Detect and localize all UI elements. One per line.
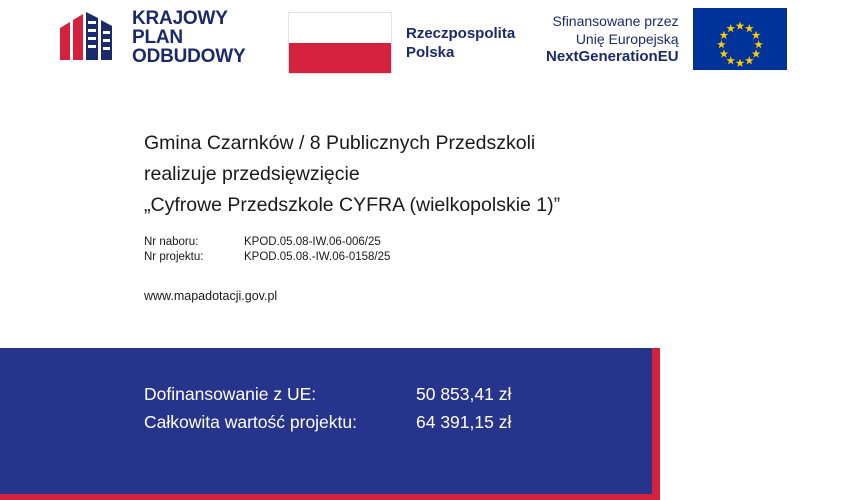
republic-of-poland-text [406,24,515,62]
republic-of-poland-line1: Rzeczpospolita [406,25,516,42]
call-number-value: KPOD.05.08-IW.06-006/25 [244,236,381,248]
republic-of-poland-line2: Polska [406,44,455,61]
eu-text-line3: NextGenerationEU [546,48,679,65]
funding-banner [0,348,660,500]
total-value-value: 64 391,15 zł [416,412,512,432]
kpo-logo-line1: KRAJOWY [132,7,228,29]
project-description [144,128,784,303]
project-title [144,128,784,221]
european-union-flag-icon [693,8,787,70]
kpo-building-icon [58,8,120,66]
project-title-line2: realizuje przedsięwzięcie [144,163,360,185]
poland-flag-icon [288,12,392,74]
eu-funding-label: Dofinansowanie z UE: [144,384,317,404]
call-number-label: Nr naboru: [144,236,199,248]
eu-text-line1: Sfinansowane przez [552,13,679,29]
funding-amounts [144,380,511,436]
project-number-row [144,250,784,265]
kpo-logo-line3: ODBUDOWY [132,45,246,67]
project-identifiers [144,235,784,265]
poland-flag-white-stripe [289,13,391,43]
project-title-line1: Gmina Czarnków / 8 Publicznych Przedszkoli [144,132,536,154]
logo-header [0,0,860,92]
republic-of-poland-logo [288,12,515,74]
eu-funding-value: 50 853,41 zł [416,384,512,404]
call-number-row [144,235,784,250]
total-value-label: Całkowita wartość projektu: [144,412,357,432]
poland-flag-red-stripe [289,43,391,73]
eu-text-line2: Unię Europejską [575,31,679,47]
eu-funding-row [144,380,511,408]
kpo-logo-line2: PLAN [132,26,183,48]
european-union-text [546,12,679,66]
kpo-logo [58,8,245,66]
total-value-row [144,408,511,436]
project-number-value: KPOD.05.08.-IW.06-0158/25 [244,251,391,263]
european-union-logo [546,8,787,70]
website-url[interactable]: www.mapadotacji.gov.pl [144,289,278,303]
project-number-label: Nr projektu: [144,251,204,263]
project-title-line3: „Cyfrowe Przedszkole CYFRA (wielkopolskie 1)” [144,194,561,216]
kpo-logo-text [132,9,245,66]
